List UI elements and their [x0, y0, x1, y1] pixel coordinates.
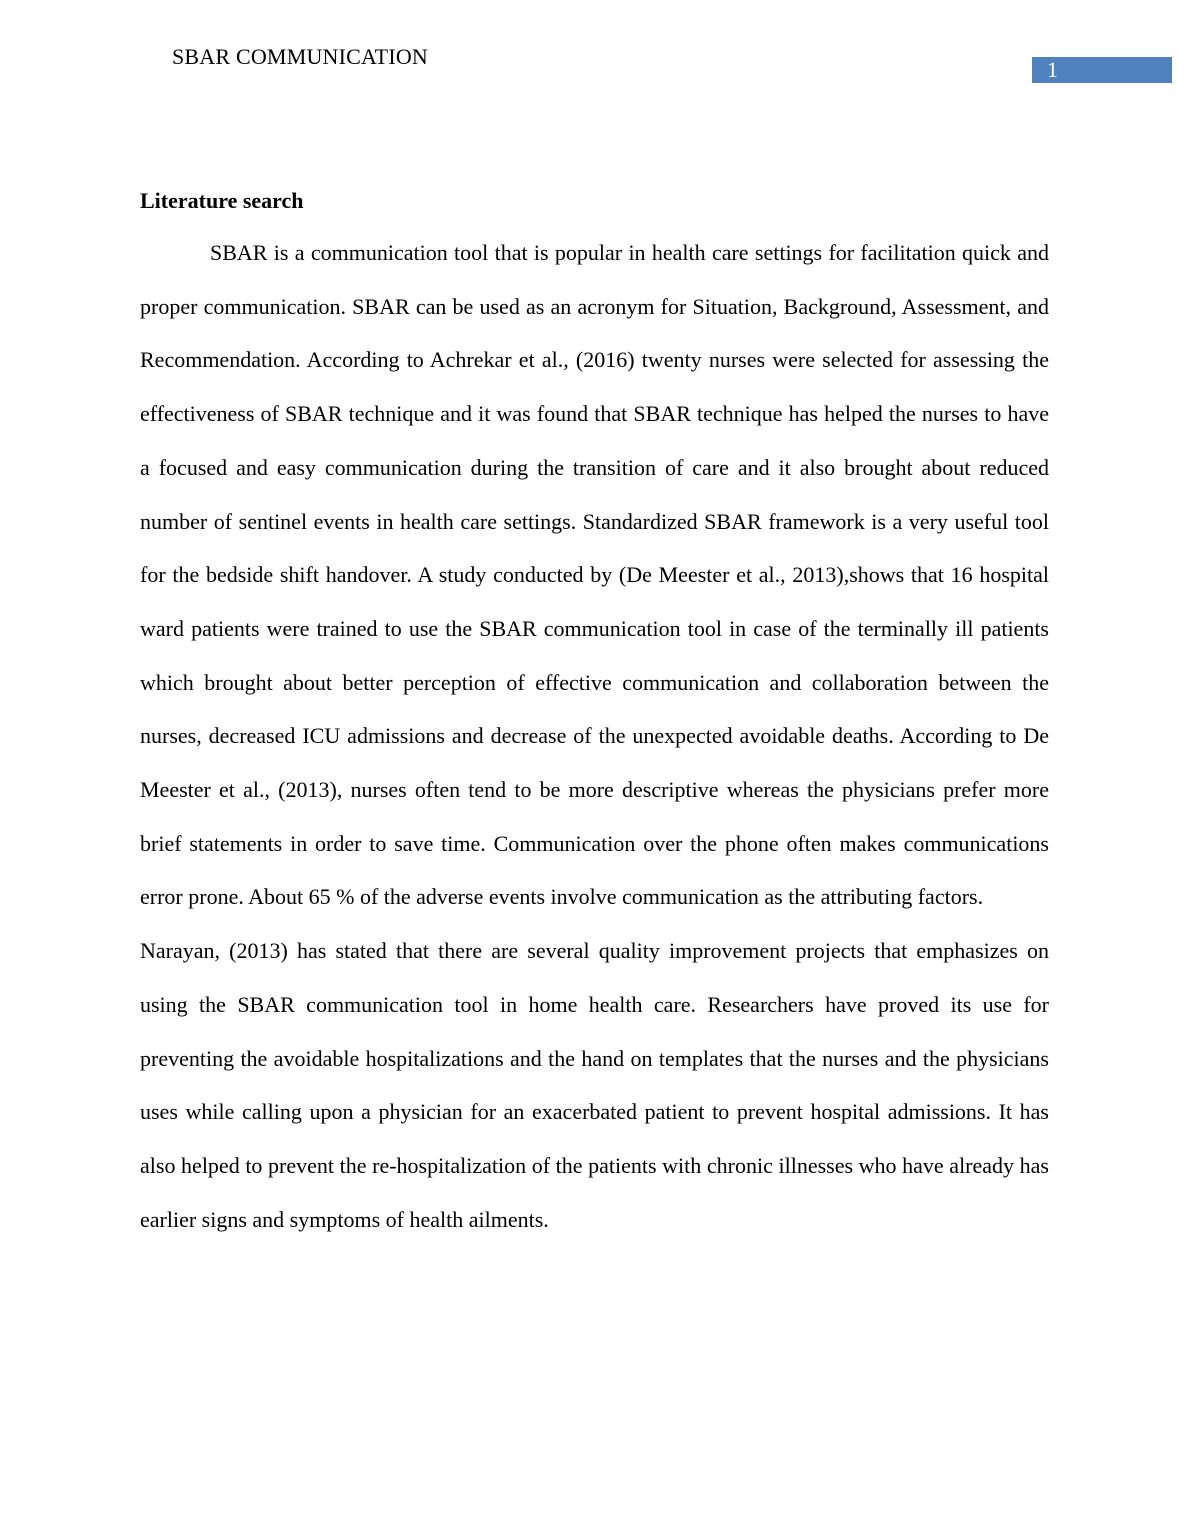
paragraph-1: SBAR is a communication tool that is popular in health care settings for facilitation quick and proper communication. SBAR can be used as an acronym for Situation, Background, Assessment, and Recommendation. According to Achrekar et al., (2016) twenty nurses were selected for assessing the effectiveness of SBAR technique and it was found that SBAR technique has helped the nurses to have a focused and easy communication during the transition of care and it also brought about reduced number of sentinel events in health care settings. Standardized SBAR framework is a very useful tool for the bedside shift handover. A study conducted by (De Meester et al., 2013),shows that 16 hospital ward patients were trained to use the SBAR communication tool in case of the terminally ill patients which brought about better perception of effective communication and collaboration between the nurses, decreased ICU admissions and decrease of the unexpected avoidable deaths. According to De Meester et al., (2013), nurses often tend to be more descriptive whereas the physicians prefer more brief statements in order to save time. Communication over the phone often makes communications error prone. About 65 % of the adverse events involve communication as the attributing factors.: [140, 240, 1049, 910]
page-number-box: [1032, 57, 1172, 83]
running-head: SBAR COMMUNICATION: [172, 44, 429, 69]
section-heading: Literature search: [140, 188, 304, 213]
document-body: [140, 186, 1049, 1246]
page-number: 1: [1047, 57, 1058, 82]
paragraph-2: Narayan, (2013) has stated that there are several quality improvement projects that emphasizes on using the SBAR communication tool in home health care. Researchers have proved its use for preventing the avoidable hospitalizations and the hand on templates that the nurses and the physicians uses while calling upon a physician for an exacerbated patient to prevent hospital admissions. It has also helped to prevent the re-hospitalization of the patients with chronic illnesses who have already has earlier signs and symptoms of health ailments.: [140, 938, 1049, 1232]
